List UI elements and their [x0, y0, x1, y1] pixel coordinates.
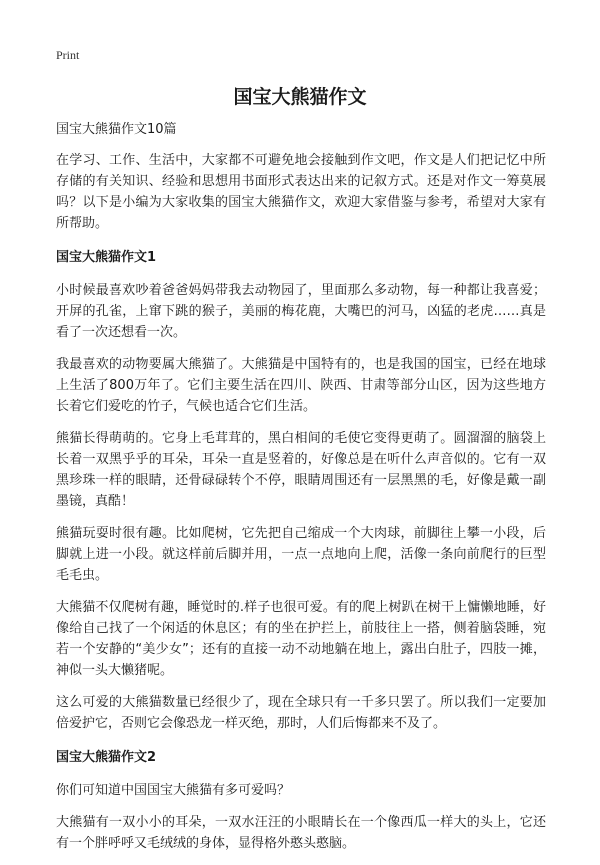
paragraph: 小时候最喜欢吵着爸爸妈妈带我去动物园了，里面那么多动物，每一种都让我喜爱；开屏的孔雀，上窜下跳的猴子，美丽的梅花鹿，大嘴巴的河马，凶猛的老虎……真是看了一次还想看一次。: [56, 283, 546, 340]
print-link[interactable]: Print: [56, 48, 80, 62]
section-heading: 国宝大熊猫作文2: [56, 750, 157, 765]
paragraph: 这么可爱的大熊猫数量已经很少了，现在全球只有一千多只罢了。所以我们一定要加倍爱护它，否则它会像恐龙一样灭绝，那时，人们后悔都来不及了。: [56, 695, 546, 731]
intro-paragraph: 在学习、工作、生活中，大家都不可避免地会接触到作文吧，作文是人们把记忆中所存储的有关知识、经验和思想用书面形式表达出来的记叙方式。还是对作文一筹莫展吗？以下是小编为大家收集的国宝大熊猫作文，欢迎大家借鉴与参考，希望对大家有所帮助。: [56, 153, 546, 231]
article-body: [56, 120, 546, 865]
paragraph: 你们可知道中国国宝大熊猫有多可爱吗？: [56, 783, 291, 798]
paragraph: 熊猫长得萌萌的。它身上毛茸茸的，黑白相间的毛使它变得更萌了。圆溜溜的脑袋上长着一双黑乎乎的耳朵，耳朵一直是竖着的，好像总是在听什么声音似的。它有一双黑珍珠一样的眼睛，还骨碌碌转个不停，眼睛周围还有一层黑黑的毛，好像是戴一副墨镜，真酷！: [56, 431, 546, 509]
paragraph: 我最喜欢的动物要属大熊猫了。大熊猫是中国特有的，也是我国的国宝，已经在地球上生活了800万年了。它们主要生活在四川、陕西、甘肃等部分山区，因为这些地方长着它们爱吃的竹子，气候也适合它们生活。: [56, 357, 546, 414]
page-title: 国宝大熊猫作文: [233, 86, 367, 108]
paragraph: 大熊猫不仅爬树有趣，睡觉时的.样子也很可爱。有的爬上树趴在树干上慵懒地睡，好像给自己找了一个闲适的休息区；有的坐在护拦上，前肢往上一搭，侧着脑袋睡，宛若一个安静的“美少女”；还有的直接一动不动地躺在地上，露出白肚子，四肢一摊，神似一头大懒猪呢。: [56, 600, 546, 678]
paragraph: 大熊猫有一双小小的耳朵，一双水汪汪的小眼睛长在一个像西瓜一样大的头上，它还有一个胖呼呼又毛绒绒的身体，显得格外憨头憨脑。: [56, 815, 546, 851]
section-heading: 国宝大熊猫作文1: [56, 250, 157, 265]
paragraph: 熊猫玩耍时很有趣。比如爬树，它先把自己缩成一个大肉球，前脚往上攀一小段，后脚就上进一小段。就这样前后脚并用，一点一点地向上爬，活像一条向前爬行的巨型毛毛虫。: [56, 526, 546, 583]
article-subtitle: 国宝大熊猫作文10篇: [56, 122, 177, 137]
